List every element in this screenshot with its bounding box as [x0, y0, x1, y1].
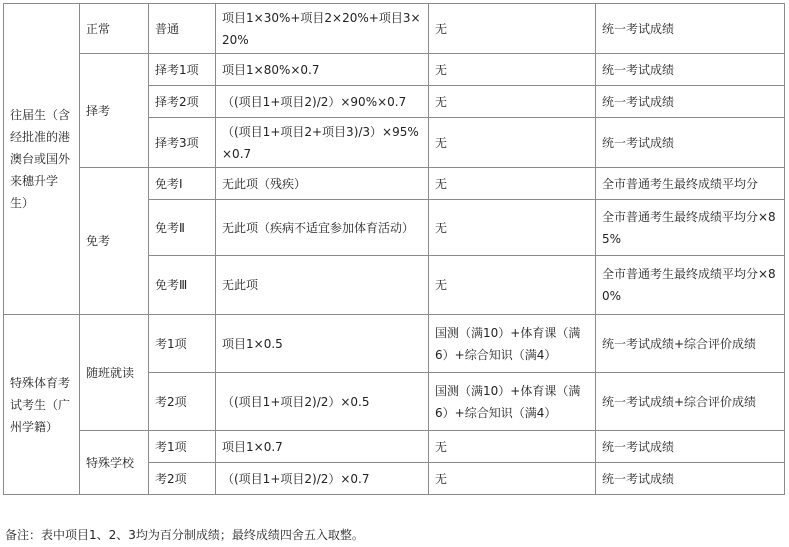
- formula-cell: 无此项（残疾）: [216, 168, 429, 200]
- result-cell: 统一考试成绩: [596, 431, 785, 463]
- extra-cell: 无: [429, 256, 596, 315]
- result-cell: 统一考试成绩: [596, 86, 785, 118]
- extra-cell: 无: [429, 118, 596, 168]
- result-cell: 统一考试成绩+综合评价成绩: [596, 315, 785, 373]
- formula-cell: 项目1×0.7: [216, 431, 429, 463]
- type-cell: 免考Ⅰ: [149, 168, 216, 200]
- extra-cell: 无: [429, 463, 596, 495]
- subgroup-cell: 随班就读: [80, 315, 149, 431]
- type-cell: 择考3项: [149, 118, 216, 168]
- extra-cell: 国测（满10）+体育课（满6）+综合知识（满4）: [429, 315, 596, 373]
- score-rules-table: [3, 3, 785, 495]
- formula-cell: 项目1×0.5: [216, 315, 429, 373]
- formula-cell: （(项目1+项目2)/2）×0.5: [216, 373, 429, 431]
- type-cell: 择考2项: [149, 86, 216, 118]
- type-cell: 免考Ⅱ: [149, 200, 216, 256]
- table-row: [4, 4, 785, 54]
- formula-cell: 无此项（疾病不适宜参加体育活动）: [216, 200, 429, 256]
- formula-cell: （(项目1+项目2+项目3)/3）×95%×0.7: [216, 118, 429, 168]
- type-cell: 普通: [149, 4, 216, 54]
- type-cell: 免考Ⅲ: [149, 256, 216, 315]
- result-cell: 统一考试成绩: [596, 54, 785, 86]
- result-cell: 统一考试成绩: [596, 118, 785, 168]
- extra-cell: 无: [429, 200, 596, 256]
- table-row: [4, 54, 785, 86]
- table-row: [4, 315, 785, 373]
- extra-cell: 无: [429, 86, 596, 118]
- formula-cell: 无此项: [216, 256, 429, 315]
- subgroup-cell: 特殊学校: [80, 431, 149, 495]
- type-cell: 择考1项: [149, 54, 216, 86]
- result-cell: 统一考试成绩: [596, 4, 785, 54]
- type-cell: 考1项: [149, 315, 216, 373]
- extra-cell: 国测（满10）+体育课（满6）+综合知识（满4）: [429, 373, 596, 431]
- result-cell: 全市普通考生最终成绩平均分×80%: [596, 256, 785, 315]
- formula-cell: （(项目1+项目2)/2）×0.7: [216, 463, 429, 495]
- extra-cell: 无: [429, 4, 596, 54]
- result-cell: 统一考试成绩: [596, 463, 785, 495]
- table-footnote: 备注：表中项目1、2、3均为百分制成绩；最终成绩四舍五入取整。: [5, 528, 364, 542]
- type-cell: 考1项: [149, 431, 216, 463]
- type-cell: 考2项: [149, 463, 216, 495]
- subgroup-cell: 择考: [80, 54, 149, 168]
- extra-cell: 无: [429, 431, 596, 463]
- table-row: [4, 168, 785, 200]
- formula-cell: （(项目1+项目2)/2）×90%×0.7: [216, 86, 429, 118]
- subgroup-cell: 免考: [80, 168, 149, 315]
- group-cell: 往届生（含经批准的港澳台或国外来穗升学生）: [4, 4, 80, 315]
- extra-cell: 无: [429, 168, 596, 200]
- formula-cell: 项目1×30%+项目2×20%+项目3×20%: [216, 4, 429, 54]
- result-cell: 统一考试成绩+综合评价成绩: [596, 373, 785, 431]
- type-cell: 考2项: [149, 373, 216, 431]
- table-row: [4, 431, 785, 463]
- extra-cell: 无: [429, 54, 596, 86]
- result-cell: 全市普通考生最终成绩平均分×85%: [596, 200, 785, 256]
- result-cell: 全市普通考生最终成绩平均分: [596, 168, 785, 200]
- group-cell: 特殊体育考试考生（广州学籍）: [4, 315, 80, 495]
- formula-cell: 项目1×80%×0.7: [216, 54, 429, 86]
- subgroup-cell: 正常: [80, 4, 149, 54]
